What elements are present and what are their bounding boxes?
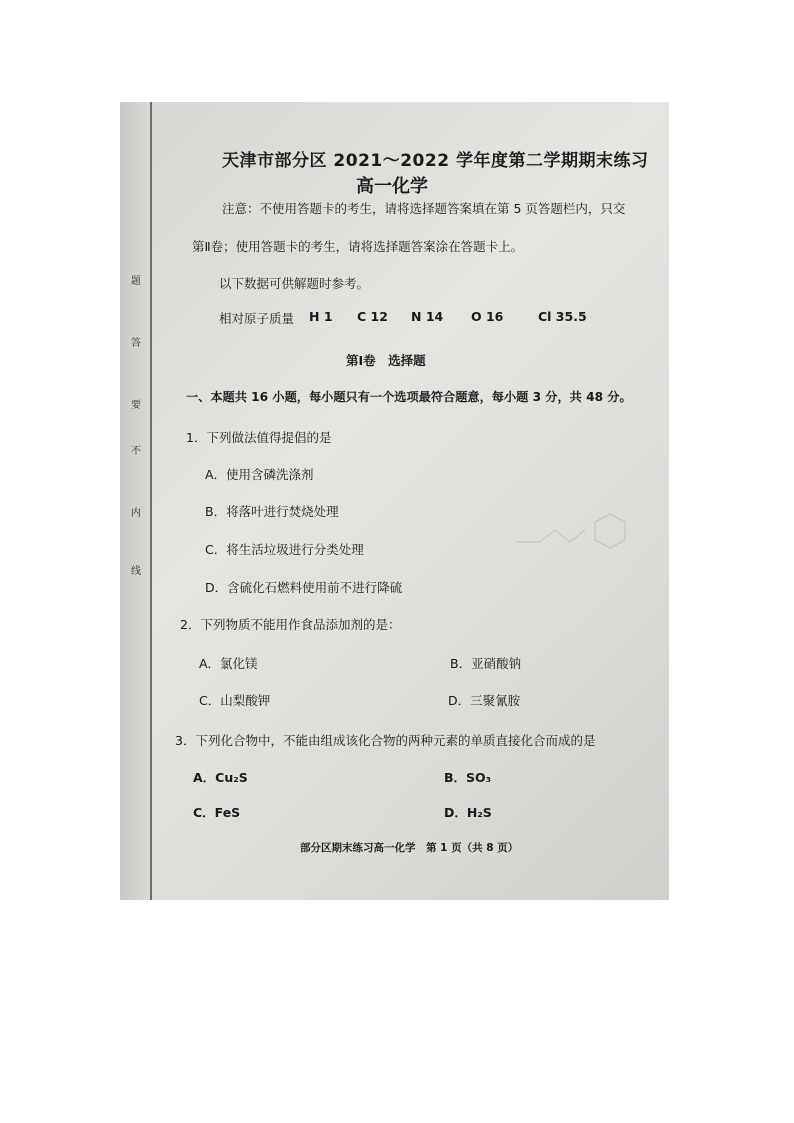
question-option: C．将生活垃圾进行分类处理 [205, 542, 364, 557]
question-option: B．将落叶进行焚烧处理 [205, 504, 339, 519]
page-footer: 部分区期末练习高一化学 第 1 页（共 8 页） [300, 842, 519, 854]
section-title: 第Ⅰ卷 选择题 [346, 353, 426, 368]
question-option: A．氯化镁 [199, 656, 258, 671]
atomic-mass-value: O 16 [471, 309, 504, 324]
seal-char: 题 [131, 276, 141, 287]
section-instruction: 一、本题共 16 小题，每小题只有一个选项最符合题意，每小题 3 分，共 48 分。 [186, 390, 632, 404]
seal-char: 答 [131, 338, 141, 349]
note-line-3: 以下数据可供解题时参考。 [219, 276, 370, 291]
seal-char: 线 [131, 566, 141, 577]
question-option: D．H₂S [444, 805, 492, 820]
question-option: A．Cu₂S [193, 770, 248, 785]
atomic-mass-value: C 12 [357, 309, 388, 324]
question-option: C．山梨酸钾 [199, 693, 271, 708]
question-option: B．SO₃ [444, 770, 492, 785]
seal-char: 要 [131, 400, 141, 411]
question-stem: 2．下列物质不能用作食品添加剂的是： [180, 617, 401, 632]
note-line-1: 注意：不使用答题卡的考生，请将选择题答案填在第 5 页答题栏内，只交 [222, 201, 626, 216]
question-option: D．三聚氰胺 [448, 693, 521, 708]
atomic-mass-value: N 14 [411, 309, 444, 324]
question-option: A．使用含磷洗涤剂 [205, 467, 314, 482]
binding-margin [120, 102, 152, 900]
question-option: C．FeS [193, 805, 241, 820]
atomic-mass-value: H 1 [309, 309, 333, 324]
question-stem: 3．下列化合物中，不能由组成该化合物的两种元素的单质直接化合而成的是 [175, 733, 596, 748]
seal-char: 不 [131, 446, 141, 457]
seal-line [150, 102, 152, 900]
note-line-2: 第Ⅱ卷；使用答题卡的考生，请将选择题答案涂在答题卡上。 [192, 239, 524, 254]
atomic-mass-value: Cl 35.5 [538, 309, 587, 324]
question-option: B．亚硝酸钠 [450, 656, 522, 671]
exam-title: 天津市部分区 2021～2022 学年度第二学期期末练习 [222, 151, 649, 171]
atomic-mass-label: 相对原子质量 [219, 311, 295, 326]
question-stem: 1．下列做法值得提倡的是 [186, 430, 332, 445]
bleed-through-structure [510, 502, 630, 572]
seal-char: 内 [131, 508, 141, 519]
question-option: D．含硫化石燃料使用前不进行降硫 [205, 580, 403, 595]
exam-subtitle: 高一化学 [356, 176, 428, 197]
